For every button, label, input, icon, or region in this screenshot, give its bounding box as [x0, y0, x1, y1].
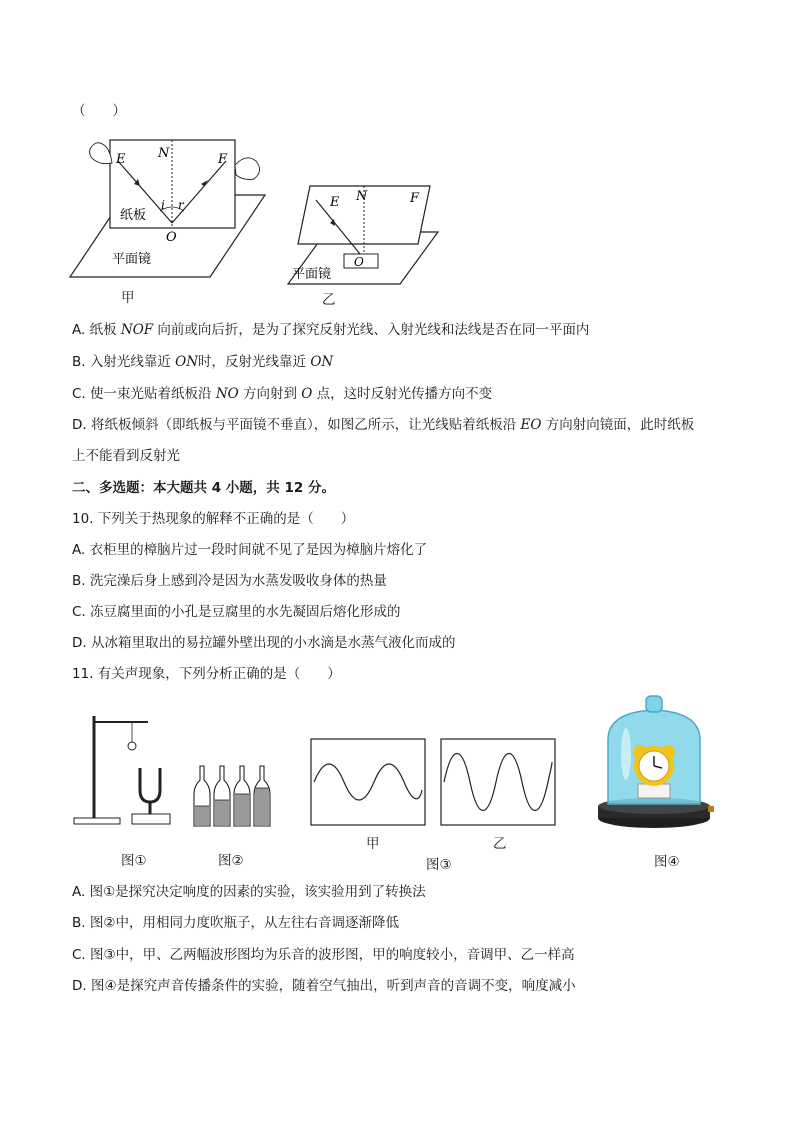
- q11-option-d: D. 图④是探究声音传播条件的实验，随着空气抽出，听到声音的音调不变，响度减小: [72, 978, 576, 994]
- q10-option-b: B. 洗完澡后身上感到冷是因为水蒸发吸收身体的热量: [72, 573, 387, 589]
- label-O: O: [166, 230, 177, 245]
- caption-yi: 乙: [322, 292, 336, 308]
- bottles-figure: [192, 762, 282, 832]
- caption-jia: 甲: [121, 290, 135, 306]
- label-F: F: [410, 191, 420, 206]
- label-F: F: [218, 152, 228, 167]
- fig3-jia-caption: 甲: [366, 836, 380, 852]
- fig1-caption: 图①: [121, 853, 147, 869]
- q10-option-d: D. 从冰箱里取出的易拉罐外壁出现的小水滴是水蒸气液化而成的: [72, 635, 456, 651]
- q11-stem: 11. 有关声现象，下列分析正确的是（ ）: [72, 666, 341, 682]
- label-N: N: [158, 146, 170, 161]
- q9-option-d: D. 将纸板倾斜（即纸板与平面镜不垂直），如图乙所示，让光线贴着纸板沿 EO 方向射向镜面，此时纸板: [72, 417, 695, 433]
- fig3-caption: 图③: [426, 857, 452, 873]
- waveform-jia: [310, 738, 426, 826]
- bell-jar-figure: [596, 694, 716, 834]
- q10-option-c: C. 冻豆腐里面的小孔是豆腐里的水先凝固后熔化形成的: [72, 604, 401, 620]
- waveform-yi: [440, 738, 556, 826]
- label-mirror: 平面镜: [292, 267, 332, 282]
- q11-option-a: A. 图①是探究决定响度的因素的实验，该实验用到了转换法: [72, 884, 426, 900]
- fig4-caption: 图④: [654, 854, 680, 870]
- q10-option-a: A. 衣柜里的樟脑片过一段时间就不见了是因为樟脑片熔化了: [72, 542, 428, 558]
- q11-option-b: B. 图②中，用相同力度吹瓶子，从左往右音调逐渐降低: [72, 915, 399, 931]
- q9-option-c: C. 使一束光贴着纸板沿 NO 方向射到 O 点，这时反射光传播方向不变: [72, 386, 493, 402]
- q10-stem: 10. 下列关于热现象的解释不正确的是（ ）: [72, 511, 355, 527]
- label-N: N: [356, 189, 368, 204]
- q9-option-b: B. 入射光线靠近 ON时，反射光线靠近 ON: [72, 354, 334, 370]
- label-board: 纸板: [120, 208, 147, 223]
- reflection-figure-jia: [60, 135, 280, 305]
- tuning-fork-figure: [72, 710, 182, 830]
- section-title: 二、多选题：本大题共 4 小题，共 12 分。: [72, 480, 335, 496]
- q9-option-d-line2: 上不能看到反射光: [72, 448, 180, 464]
- q9-option-a: A. 纸板 NOF 向前或向后折，是为了探究反射光线、入射光线和法线是否在同一平面内: [72, 322, 590, 338]
- label-O: O: [354, 255, 364, 269]
- reflection-figure-yi: [280, 180, 450, 290]
- label-E: E: [116, 152, 126, 167]
- label-r: r: [178, 198, 184, 212]
- q11-option-c: C. 图③中，甲、乙两幅波形图均为乐音的波形图，甲的响度较小，音调甲、乙一样高: [72, 947, 575, 963]
- question-stem-tail: （ ）: [72, 103, 126, 119]
- label-mirror: 平面镜: [112, 252, 152, 267]
- fig2-caption: 图②: [218, 853, 244, 869]
- label-E: E: [330, 195, 340, 210]
- fig3-yi-caption: 乙: [493, 836, 507, 852]
- label-i: i: [161, 198, 165, 212]
